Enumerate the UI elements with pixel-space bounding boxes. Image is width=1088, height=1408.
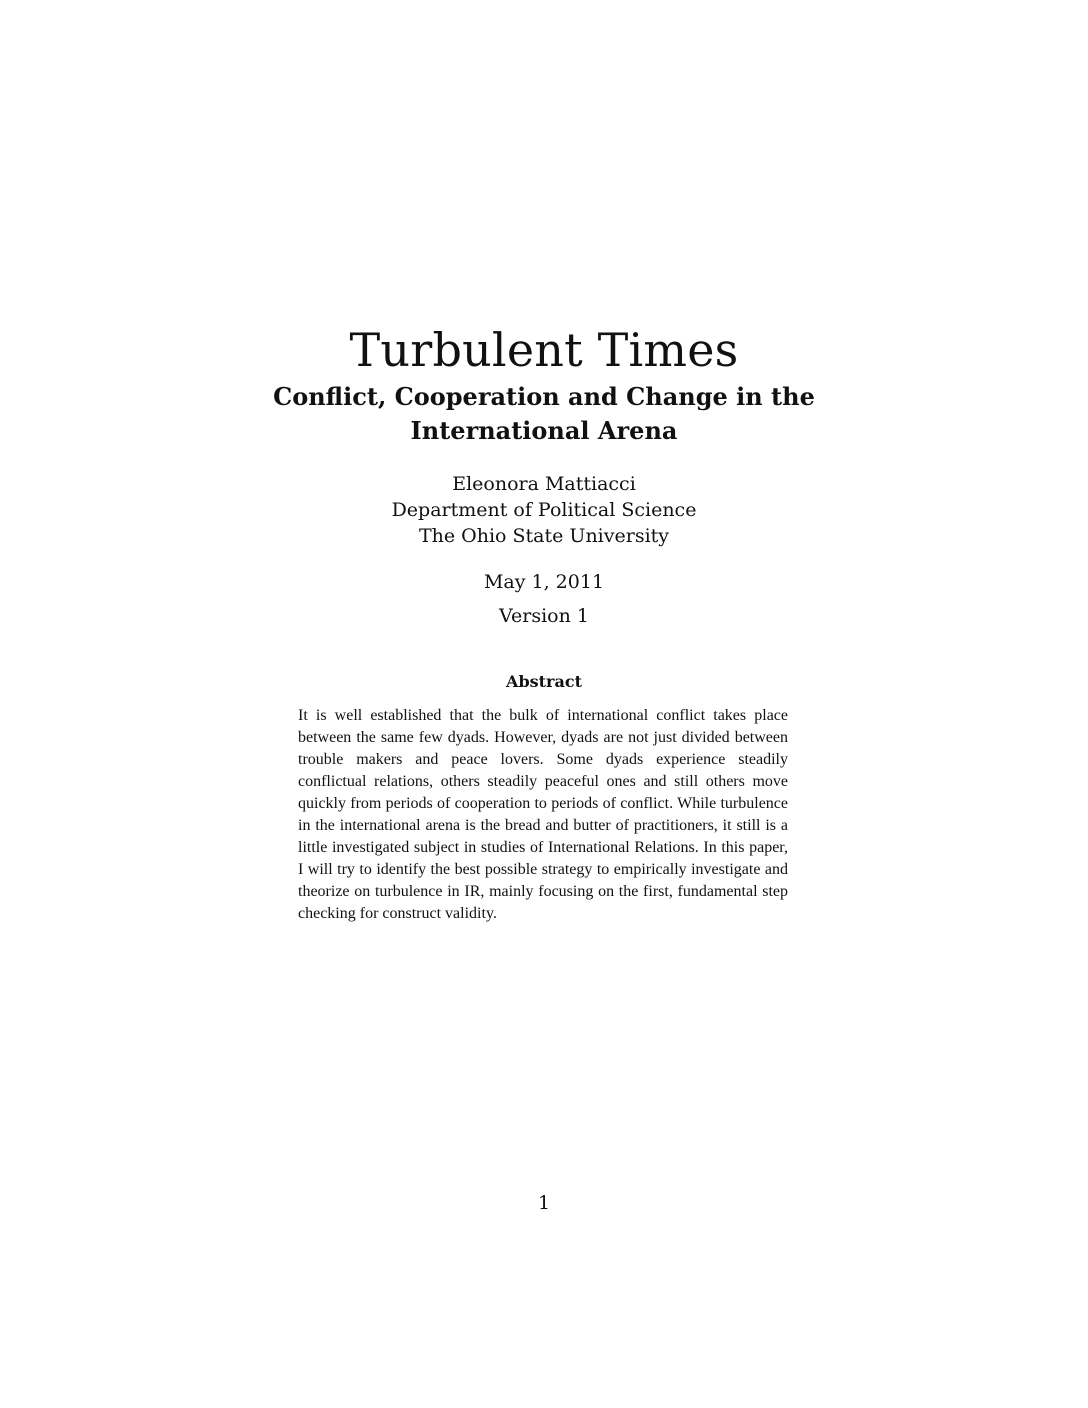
author-department: Department of Political Science [391,499,697,521]
author-name: Eleonora Mattiacci [452,473,636,495]
abstract-heading: Abstract [506,672,582,691]
date-block [0,565,1088,633]
paper-version: Version 1 [499,605,589,627]
author-university: The Ohio State University [418,525,670,547]
paper-subtitle [0,380,1088,448]
abstract-text: It is well established that the bulk of international conflict takes place between the same few dyads. However, dyads are not just divided between trouble makers and peace lovers. Some dyads experience steadily conflictual relations, others steadily peaceful ones and still others move quickly from periods of cooperation to periods of conflict. While turbulence in the international arena is the bread and butter of practitioners, it still is a little investigated subject in studies of International Relations. In this paper, I will try to identify the best possible strategy to empirically investigate and theorize on turbulence in IR, mainly focusing on the first, fundamental step checking for construct validity. [298,707,788,922]
paper-date: May 1, 2011 [483,571,605,593]
paper-title: Turbulent Times [349,323,739,377]
page-number: 1 [537,1192,551,1214]
author-block [0,471,1088,549]
subtitle-line-2: International Arena [410,416,678,445]
subtitle-line-1: Conflict, Cooperation and Change in the [273,382,815,411]
